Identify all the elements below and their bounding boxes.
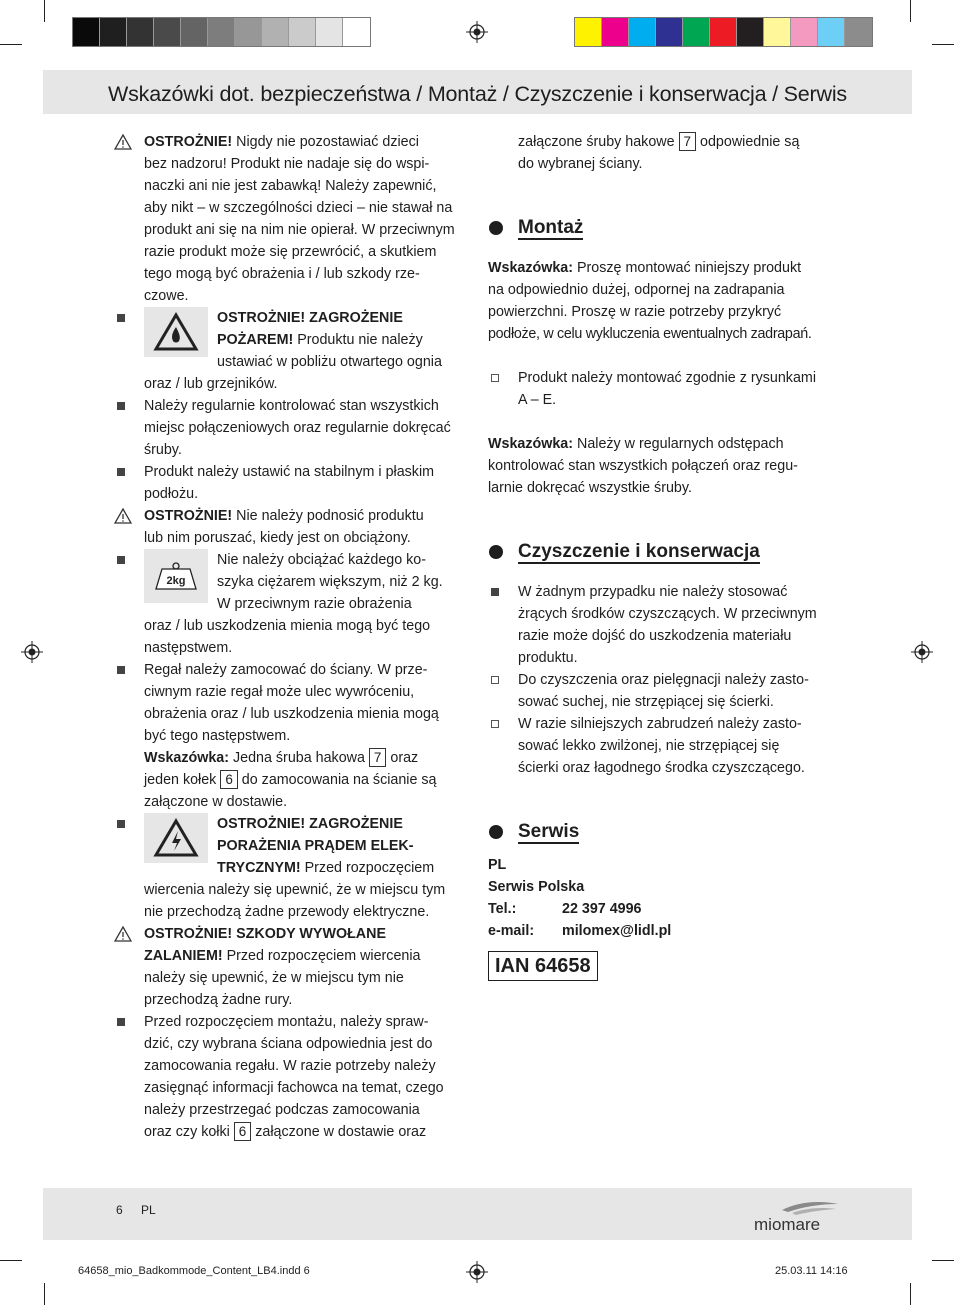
crop-mark xyxy=(932,1260,954,1261)
ian-number: IAN 64658 xyxy=(488,951,598,981)
warning-triangle-icon xyxy=(114,134,132,150)
service-contact: PL Serwis Polska Tel.: 22 397 4996 e-mail: milomex@lidl.pl xyxy=(488,854,843,942)
crop-mark xyxy=(910,1283,911,1305)
registration-mark-icon xyxy=(466,1261,488,1283)
process-color-bar xyxy=(574,17,873,47)
gray-swatch xyxy=(289,18,316,46)
bullet-square xyxy=(117,314,125,322)
gray-swatch xyxy=(208,18,235,46)
gray-swatch xyxy=(181,18,208,46)
gray-swatch xyxy=(154,18,181,46)
montaz-note-1: Wskazówka: Proszę montować niniejszy produkt na odpowiednio dużej, odpornej na zadrapania powierzchni. Proszę w razie potrzeby przykryć podłoże, w celu wykluczenia ewentualnych zadrapań. xyxy=(488,260,812,342)
section-heading-serwis: Serwis xyxy=(488,818,843,846)
date-slug: 25.03.11 14:16 xyxy=(775,1265,848,1277)
part-reference: 7 xyxy=(679,132,697,151)
page-number: 6 xyxy=(116,1203,123,1217)
process-swatch xyxy=(818,18,845,46)
process-swatch xyxy=(683,18,710,46)
process-swatch xyxy=(764,18,791,46)
crop-mark xyxy=(932,44,954,45)
list-item-stable-surface: Produkt należy ustawić na stabilnym i płaskim podłożu. xyxy=(114,461,470,505)
warning-triangle-icon xyxy=(114,508,132,524)
gray-swatch xyxy=(316,18,343,46)
continued-text: załączone śruby hakowe 7 odpowiednie są do wybranej ściany. xyxy=(518,134,800,172)
electric-warning-item: OSTROŻNIE! ZAGROŻENIE PORAŻENIA PRĄDEM ELEK- TRYCZNYM! Przed rozpoczęciem wiercenia należy się upewnić, że w miejscu tym nie przechodzą żadne przewody elektryczne. xyxy=(114,813,470,923)
bullet-empty-square xyxy=(491,374,499,382)
section-heading-czyszczenie: Czyszczenie i konserwacja xyxy=(488,538,843,566)
registration-mark-icon xyxy=(21,641,43,663)
heading-bullet xyxy=(489,545,503,559)
process-swatch xyxy=(602,18,629,46)
footer-language: PL xyxy=(141,1203,156,1217)
gray-swatch xyxy=(343,18,370,46)
part-reference: 7 xyxy=(369,748,387,767)
weight-icon xyxy=(144,549,208,603)
bullet-square xyxy=(117,468,125,476)
montaz-note-2: Wskazówka: Należy w regularnych odstępach kontrolować stan wszystkich połączeń oraz regu- larnie dokręcać wszystkie śruby. xyxy=(488,436,798,496)
service-country: PL xyxy=(488,857,507,873)
process-swatch xyxy=(791,18,818,46)
part-reference: 6 xyxy=(234,1122,252,1141)
bullet-square xyxy=(491,588,499,596)
bullet-empty-square xyxy=(491,720,499,728)
fire-hazard-icon xyxy=(144,307,208,357)
service-name: Serwis Polska xyxy=(488,879,585,895)
bullet-square xyxy=(117,820,125,828)
service-phone: 22 397 4996 xyxy=(562,901,642,917)
registration-mark-icon xyxy=(911,641,933,663)
right-column xyxy=(488,131,843,981)
crop-mark xyxy=(0,1260,22,1261)
logo-wordmark: miomare xyxy=(754,1215,821,1234)
process-swatch xyxy=(629,18,656,46)
cleaning-item-3: W razie silniejszych zabrudzeń należy zasto- sować lekko zwilżonej, nie strzępiącej się ścierki oraz łagodnego środka czyszczącego. xyxy=(488,713,843,779)
list-item-wall-mount: Regał należy zamocować do ściany. W prze- ciwnym razie regał może ulec wywróceniu, obrażenia oraz / lub uszkodzenia mienia mogą być tego następstwem. Wskazówka: Jedna śruba hakowa 7 oraz jeden kołek 6 do zamocowania na ścianie są załączone w dostawie. xyxy=(114,659,470,813)
gray-swatch xyxy=(262,18,289,46)
bullet-square xyxy=(117,556,125,564)
warning-item-lifting: OSTROŻNIE! Nie należy podnosić produktu lub nim poruszać, kiedy jest on obciążony. xyxy=(114,505,470,549)
crop-mark xyxy=(44,1283,45,1305)
miomare-logo xyxy=(752,1196,842,1236)
registration-mark-icon xyxy=(466,21,488,43)
crop-mark xyxy=(0,44,22,45)
crop-mark xyxy=(910,0,911,22)
cleaning-item-1: W żadnym przypadku nie należy stosować żrących środków czyszczących. W przeciwnym razie może dojść do uszkodzenia materiału produktu. xyxy=(488,581,843,669)
process-swatch xyxy=(710,18,737,46)
process-swatch xyxy=(737,18,764,46)
process-swatch xyxy=(656,18,683,46)
list-item-check-connections: Należy regularnie kontrolować stan wszystkich miejsc połączeniowych oraz regularnie dokręcać śruby. xyxy=(114,395,470,461)
cleaning-item-2: Do czyszczenia oraz pielęgnacji należy zasto- sować suchej, nie strzępiącej się ścierki. xyxy=(488,669,843,713)
section-heading-montaz: Montaż xyxy=(488,214,843,242)
warning-label: OSTROŻNIE! xyxy=(144,134,233,150)
heading-bullet xyxy=(489,221,503,235)
warning-item-water: OSTROŻNIE! SZKODY WYWOŁANE ZALANIEM! Przed rozpoczęciem wiercenia należy się upewnić, że w miejscu tym nie przechodzą żadne rury. xyxy=(114,923,470,1011)
fire-warning-item: OSTROŻNIE! ZAGROŻENIE POŻAREM! Produktu nie należy ustawiać w pobliżu otwartego ognia oraz / lub grzejników. xyxy=(114,307,470,395)
electric-hazard-pictogram xyxy=(144,813,208,863)
bullet-square xyxy=(117,402,125,410)
gray-swatch xyxy=(73,18,100,46)
bullet-square xyxy=(117,1018,125,1026)
electric-hazard-icon xyxy=(144,813,208,863)
warning-item-children: OSTROŻNIE! Nigdy nie pozostawiać dzieci bez nadzoru! Produkt nie nadaje się do wspi- naczki ani nie jest zabawką! Należy zapewnić, aby nikt – w szczególności dzieci – nie stawał na produkt ani się na nim nie opierał. W przeciwnym razie produkt może się przewrócić, a skutkiem tego mogą być obrażenia i / lub szkody rze- czowe. xyxy=(114,131,470,307)
page-title: Wskazówki dot. bezpieczeństwa / Montaż / Czyszczenie i konserwacja / Serwis xyxy=(108,82,847,106)
gray-swatch xyxy=(100,18,127,46)
gray-color-bar xyxy=(72,17,371,47)
montaz-list-item: Produkt należy montować zgodnie z rysunkami A – E. xyxy=(488,367,843,411)
weight-icon-label: 2kg xyxy=(166,575,186,587)
service-email: milomex@lidl.pl xyxy=(562,923,672,939)
load-limit-item: 2kg Nie należy obciążać każdego ko- szyka ciężarem większym, niż 2 kg. W przeciwnym razie obrażenia oraz / lub uszkodzenia mienia mogą być tego następstwem. xyxy=(114,549,470,659)
fire-hazard-pictogram xyxy=(144,307,208,357)
bullet-square xyxy=(117,666,125,674)
gray-swatch xyxy=(127,18,154,46)
process-swatch xyxy=(845,18,872,46)
warning-triangle-icon xyxy=(114,926,132,942)
list-item-check-wall: Przed rozpoczęciem montażu, należy spraw- dzić, czy wybrana ściana odpowiednia jest do zamocowania regału. W razie potrzeby należy zasięgnąć informacji fachowca na temat, czego należy przestrzegać podczas zamocowania oraz czy kołki 6 załączone w dostawie oraz xyxy=(114,1011,470,1143)
weight-pictogram xyxy=(144,549,208,603)
part-reference: 6 xyxy=(220,770,238,789)
bullet-empty-square xyxy=(491,676,499,684)
crop-mark xyxy=(44,0,45,22)
heading-bullet xyxy=(489,825,503,839)
left-column xyxy=(114,131,470,1143)
process-swatch xyxy=(575,18,602,46)
file-slug: 64658_mio_Badkommode_Content_LB4.indd 6 xyxy=(78,1265,310,1277)
gray-swatch xyxy=(235,18,262,46)
